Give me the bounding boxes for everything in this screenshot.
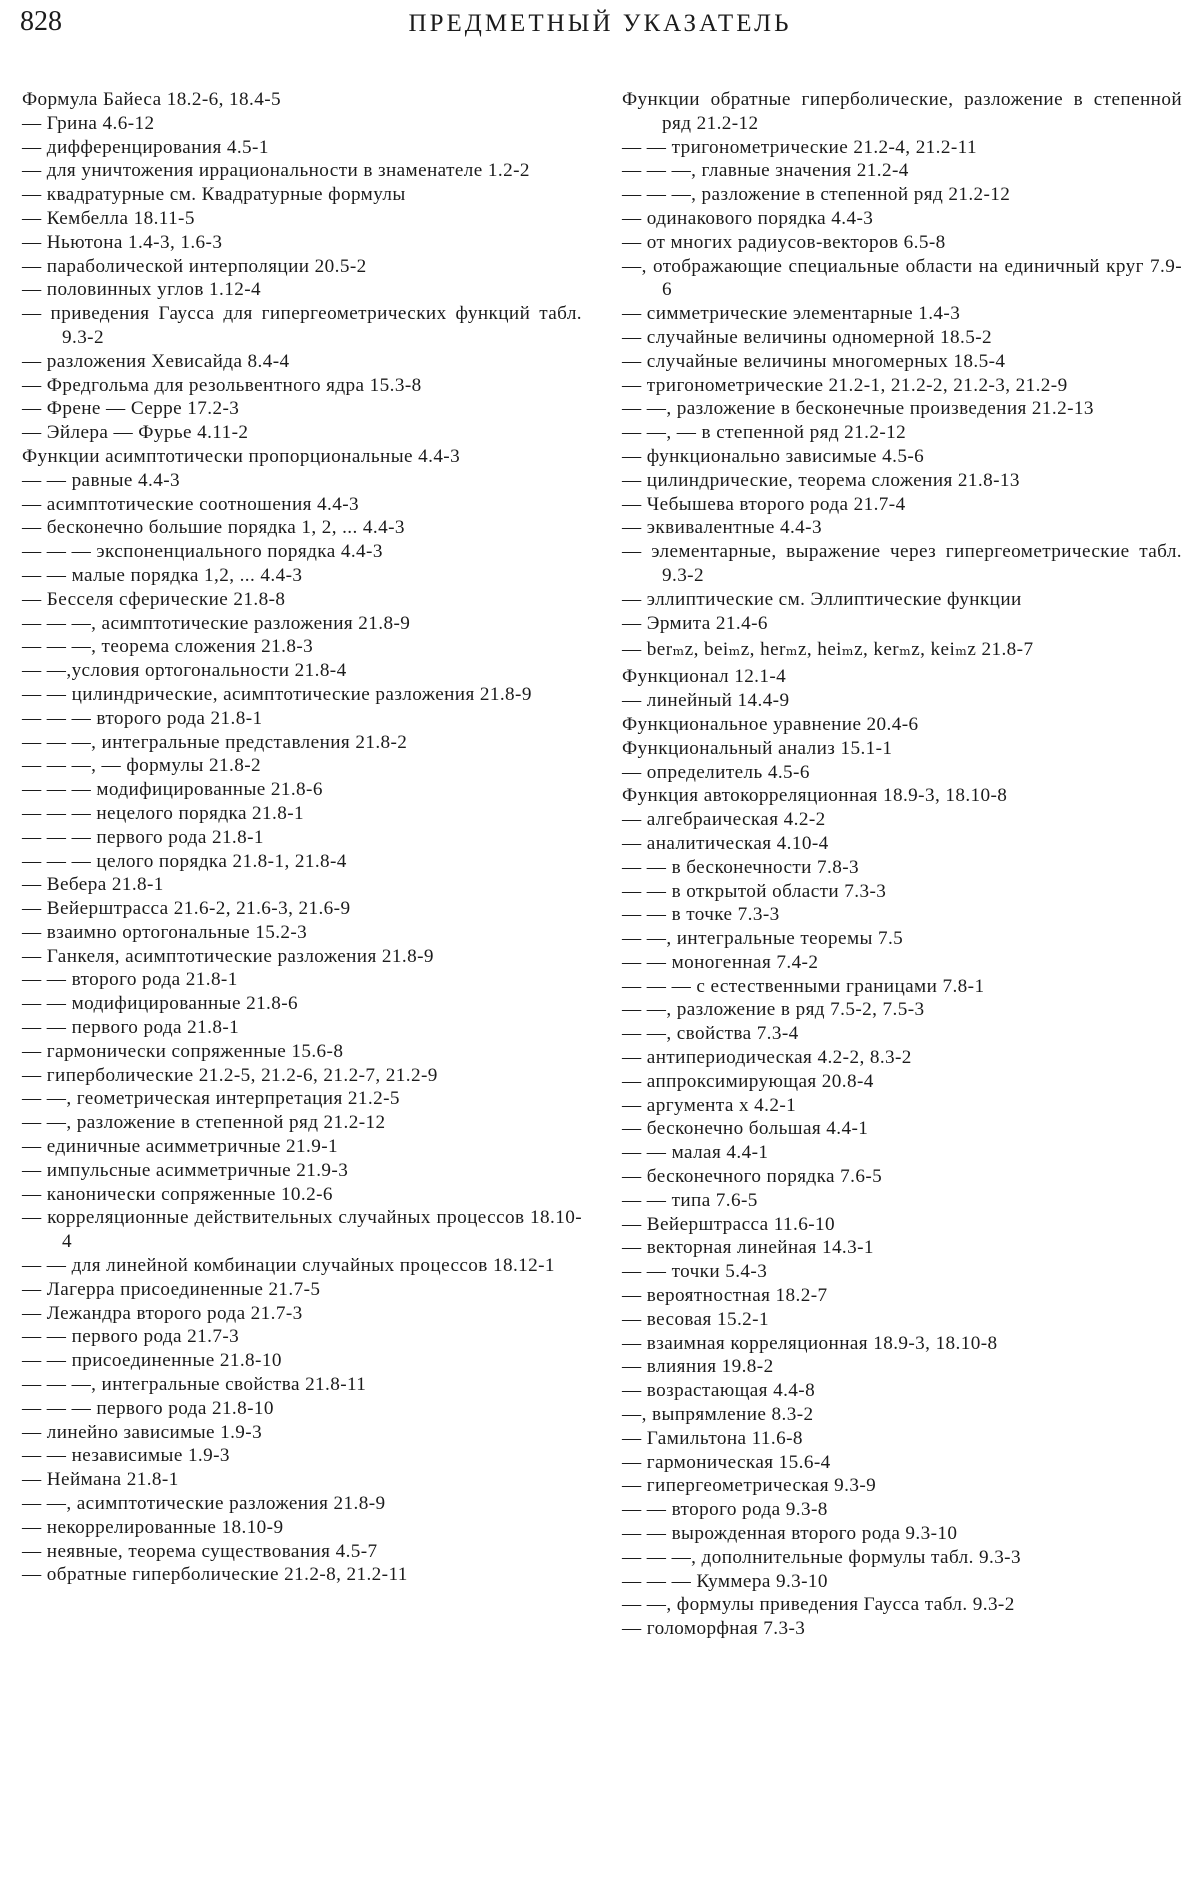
index-entry: — параболической интерполяции 20.5-2 [22,255,367,277]
index-entry: — аналитическая 4.10-4 [622,832,829,854]
index-entry: — эллиптические см. Эллиптические функции [622,588,1022,610]
index-entry: — взаимно ортогональные 15.2-3 [22,921,308,943]
index-entry: — — —, асимптотические разложения 21.8-9 [22,612,411,634]
index-entry: — — вырожденная второго рода 9.3-10 [622,1523,958,1545]
index-entry: — влияния 19.8-2 [622,1356,774,1378]
index-entry: — линейно зависимые 1.9-3 [22,1421,263,1443]
index-entry: — — — Куммера 9.3-10 [622,1570,828,1592]
index-entry: — — — модифицированные 21.8-6 [22,779,323,801]
index-entry: — определитель 4.5-6 [622,761,810,783]
index-entry: — Грина 4.6-12 [22,112,155,134]
index-column-left [22,88,582,1587]
index-entry: Формула Байеса 18.2-6, 18.4-5 [22,89,282,110]
index-entry: — бесконечного порядка 7.6-5 [622,1166,883,1188]
index-entry: — случайные величины многомерных 18.5-4 [622,350,1006,372]
index-entry: — —, разложение в бесконечные произведения 21.2-13 [622,398,1094,420]
index-entry: — — —, — формулы 21.8-2 [22,755,261,777]
index-entry: — одинакового порядка 4.4-3 [622,207,874,229]
index-entry: — — малая 4.4-1 [622,1142,769,1164]
index-entry: — Эрмита 21.4-6 [622,612,768,634]
index-entry: — линейный 14.4-9 [622,690,790,712]
index-entry: — вероятностная 18.2-7 [622,1285,828,1307]
index-entry: — — присоединенные 21.8-10 [22,1350,282,1372]
index-entry: — симметрические элементарные 1.4-3 [622,303,961,325]
index-entry: — —, формулы приведения Гаусса табл. 9.3-2 [622,1594,1015,1616]
index-entry: — Френе — Серре 17.2-3 [22,398,240,420]
index-entry: — — второго рода 21.8-1 [22,969,238,991]
index-entry: — Гамильтона 11.6-8 [622,1427,803,1449]
index-entry: — — модифицированные 21.8-6 [22,993,299,1015]
index-entry: Функция автокорреляционная 18.9-3, 18.10-8 [622,785,1008,807]
index-entry: — Ганкеля, асимптотические разложения 21.8-9 [22,945,434,967]
index-entry: Функционал 12.1-4 [622,666,787,688]
index-entry: — — цилиндрические, асимптотические разложения 21.8-9 [22,683,532,705]
index-entry: — — моногенная 7.4-2 [622,951,819,973]
index-entry: Функции асимптотически пропорциональные 4.4-3 [22,445,461,467]
index-entry: — — независимые 1.9-3 [22,1445,230,1467]
index-entry: — Эйлера — Фурье 4.11-2 [22,422,249,444]
index-entry: — Вейерштрасса 11.6-10 [622,1213,836,1235]
index-entry: — дифференцирования 4.5-1 [22,136,269,158]
index-entry: — — второго рода 9.3-8 [622,1499,828,1521]
index-entry: — — —, дополнительные формулы табл. 9.3-3 [622,1546,1021,1568]
index-entry: — —, свойства 7.3-4 [622,1023,799,1045]
index-entry: — антипериодическая 4.2-2, 8.3-2 [622,1047,912,1069]
index-entry: — — тригонометрические 21.2-4, 21.2-11 [622,136,977,158]
index-entry: Функции обратные гиперболические, разложение в степенной ряд 21.2-12 [622,89,1182,134]
index-entry: — тригонометрические 21.2-1, 21.2-2, 21.2-3, 21.2-9 [622,374,1068,396]
index-entry: — функционально зависимые 4.5-6 [622,445,925,467]
index-entry: —, отображающие специальные области на единичный круг 7.9-6 [622,255,1182,301]
index-entry: — — —, разложение в степенной ряд 21.2-12 [622,184,1011,206]
index-entry: — Вебера 21.8-1 [22,874,164,896]
index-entry: — голоморфная 7.3-3 [622,1618,806,1640]
index-entry: — случайные величины одномерной 18.5-2 [622,326,992,348]
index-entry: — канонически сопряженные 10.2-6 [22,1183,333,1205]
index-column-right [622,88,1182,1641]
index-entry: — квадратурные см. Квадратурные формулы [22,184,406,206]
index-entry: — весовая 15.2-1 [622,1308,769,1330]
index-entry: — половинных углов 1.12-4 [22,279,261,301]
index-entry: — — в бесконечности 7.8-3 [622,856,860,878]
index-entry: — обратные гиперболические 21.2-8, 21.2-11 [22,1564,408,1586]
index-entry: — гармоническая 15.6-4 [622,1451,831,1473]
index-entry: — цилиндрические, теорема сложения 21.8-13 [622,469,1020,491]
index-entry: — —, асимптотические разложения 21.8-9 [22,1493,386,1515]
index-entry: — — — нецелого порядка 21.8-1 [22,802,305,824]
index-entry: — berₘz, beiₘz, herₘz, heiₘz, kerₘz, keiₘz 21.8-7 [622,639,1034,661]
index-entry: — — —, интегральные представления 21.8-2 [22,731,408,753]
index-entry: — аргумента x 4.2-1 [622,1094,797,1116]
index-entry: — —, интегральные теоремы 7.5 [622,928,904,950]
index-entry: — гиперболические 21.2-5, 21.2-6, 21.2-7, 21.2-9 [22,1064,438,1086]
index-entry: — — для линейной комбинации случайных процессов 18.12-1 [22,1255,555,1277]
index-entry: — разложения Хевисайда 8.4-4 [22,350,290,372]
index-entry: — —, — в степенной ряд 21.2-12 [622,422,907,444]
index-entry: — Ньютона 1.4-3, 1.6-3 [22,231,223,253]
index-entry: — бесконечно большие порядка 1, 2, ... 4.4-3 [22,517,405,539]
index-entry: — — в открытой области 7.3-3 [622,880,887,902]
index-entry: — корреляционные действительных случайных процессов 18.10-4 [22,1207,582,1253]
index-entry: — — —, теорема сложения 21.8-3 [22,636,314,658]
index-entry: — неявные, теорема существования 4.5-7 [22,1540,378,1562]
index-entry: Функциональное уравнение 20.4-6 [622,713,919,735]
index-entry: — — — целого порядка 21.8-1, 21.8-4 [22,850,347,872]
index-entry: — —, геометрическая интерпретация 21.2-5 [22,1088,400,1110]
index-entry: — некоррелированные 18.10-9 [22,1516,284,1538]
index-entry: — Чебышева второго рода 21.7-4 [622,493,906,515]
index-entry: — импульсные асимметричные 21.9-3 [22,1159,349,1181]
index-entry: — — первого рода 21.7-3 [22,1326,240,1348]
index-entry: — — — экспоненциального порядка 4.4-3 [22,541,383,563]
index-entry: — — в точке 7.3-3 [622,904,780,926]
index-entry: — — первого рода 21.8-1 [22,1017,240,1039]
index-entry: — —, разложение в ряд 7.5-2, 7.5-3 [622,999,925,1021]
index-entry: — аппроксимирующая 20.8-4 [622,1070,874,1092]
index-entry: — гипергеометрическая 9.3-9 [622,1475,877,1497]
index-entry: — возрастающая 4.4-8 [622,1380,816,1402]
index-entry: — алгебраическая 4.2-2 [622,809,826,831]
index-entry: — —,условия ортогональности 21.8-4 [22,660,347,682]
index-entry: — — —, главные значения 21.2-4 [622,160,909,182]
index-entry: — — — с естественными границами 7.8-1 [622,975,985,997]
index-entry: — — — второго рода 21.8-1 [22,707,263,729]
index-entry: — единичные асимметричные 21.9-1 [22,1136,339,1158]
index-entry: — Неймана 21.8-1 [22,1469,179,1491]
index-entry: — приведения Гаусса для гипергеометрических функций табл. 9.3-2 [22,303,582,348]
index-entry: — — — первого рода 21.8-10 [22,1397,274,1419]
index-entry: Функциональный анализ 15.1-1 [622,737,893,759]
index-entry: — — типа 7.6-5 [622,1189,758,1211]
index-entry: — эквивалентные 4.4-3 [622,517,822,539]
index-entry: — для уничтожения иррациональности в знаменателе 1.2-2 [22,160,530,182]
index-entry: — — точки 5.4-3 [622,1261,768,1283]
index-entry: — — — первого рода 21.8-1 [22,826,264,848]
index-entry: — от многих радиусов-векторов 6.5-8 [622,231,946,253]
page-number: 828 [20,6,62,37]
index-entry: — Кембелла 18.11-5 [22,207,195,229]
index-entry: — взаимная корреляционная 18.9-3, 18.10-8 [622,1332,998,1354]
index-entry: — векторная линейная 14.3-1 [622,1237,874,1259]
index-entry: — —, разложение в степенной ряд 21.2-12 [22,1112,386,1134]
index-entry: — асимптотические соотношения 4.4-3 [22,493,360,515]
index-entry: — Фредгольма для резольвентного ядра 15.3-8 [22,374,422,396]
index-entry: — элементарные, выражение через гипергеометрические табл. 9.3-2 [622,541,1182,586]
index-entry: — Лагерра присоединенные 21.7-5 [22,1278,321,1300]
index-entry: — — —, интегральные свойства 21.8-11 [22,1374,367,1396]
index-entry: — Вейерштрасса 21.6-2, 21.6-3, 21.6-9 [22,898,351,920]
index-entry: —, выпрямление 8.3-2 [622,1404,814,1426]
index-entry: — — равные 4.4-3 [22,469,180,491]
index-entry: — бесконечно большая 4.4-1 [622,1118,869,1140]
index-entry: — Бесселя сферические 21.8-8 [22,588,286,610]
index-entry: — гармонически сопряженные 15.6-8 [22,1040,344,1062]
index-entry: — Лежандра второго рода 21.7-3 [22,1302,303,1324]
index-entry: — — малые порядка 1,2, ... 4.4-3 [22,564,303,586]
running-head: ПРЕДМЕТНЫЙ УКАЗАТЕЛЬ [408,10,792,37]
